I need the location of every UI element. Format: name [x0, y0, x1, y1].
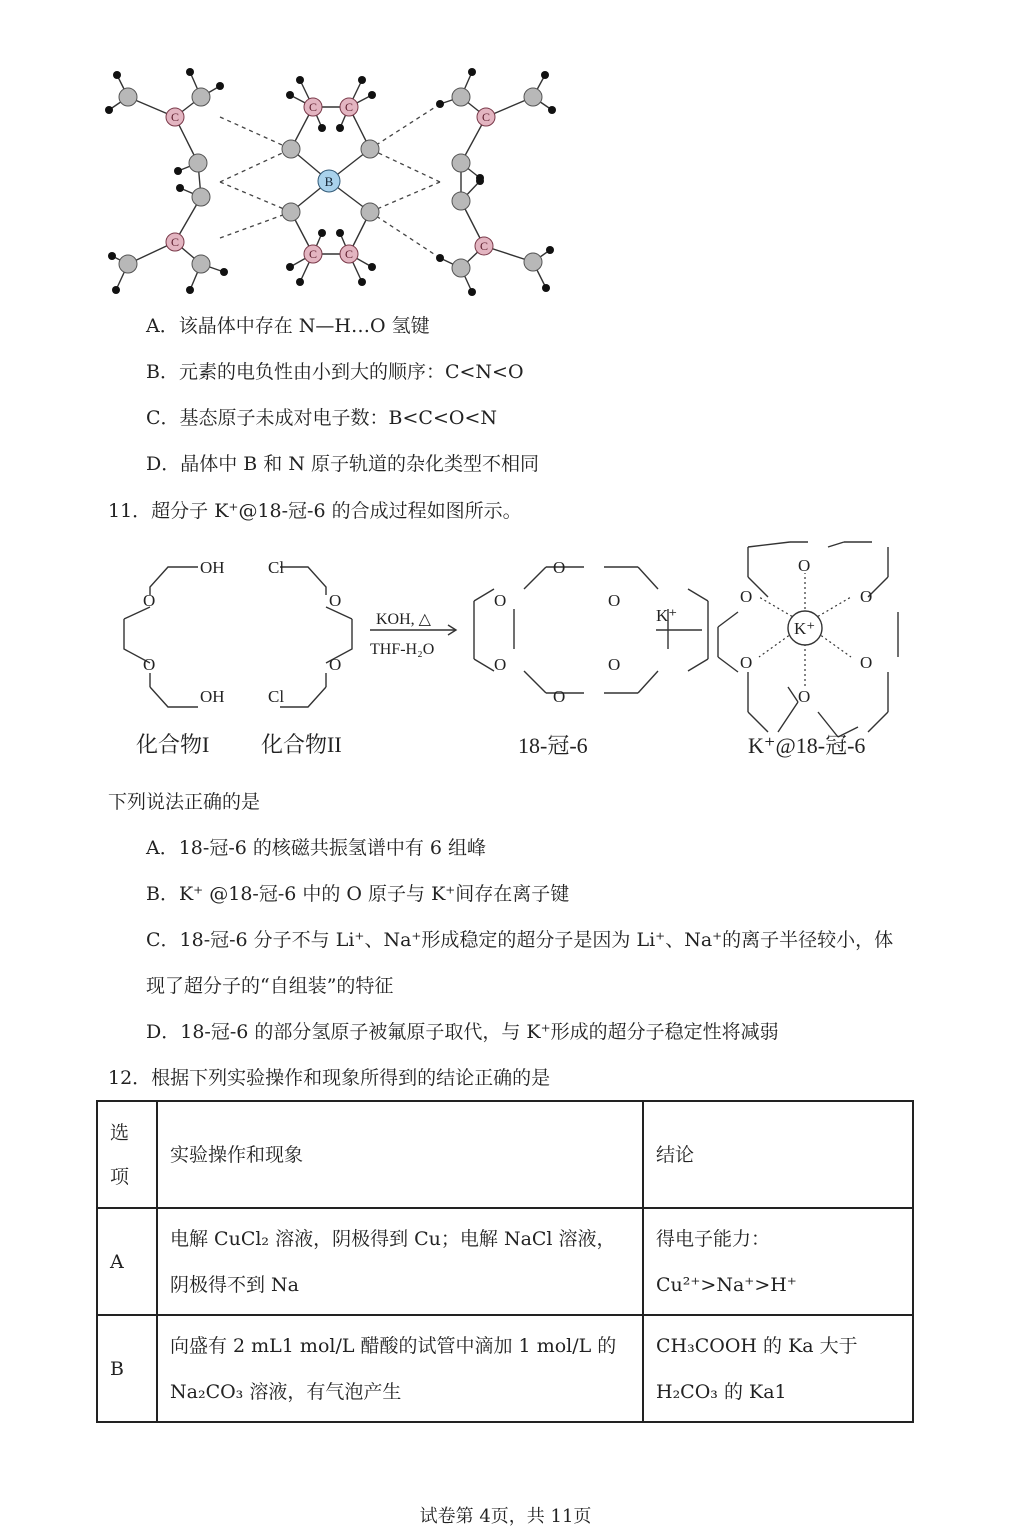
- carbon-label: C: [308, 247, 318, 261]
- reagent-bottom-label: THF-H₂O: [370, 641, 435, 658]
- carbon-label: C: [170, 235, 180, 249]
- cl-label: Cl: [268, 687, 285, 706]
- crown-o-label: O: [553, 687, 566, 706]
- table-row: [97, 1208, 913, 1315]
- carbon-label: C: [344, 100, 354, 114]
- caption-crown: 18-冠-6: [518, 733, 588, 758]
- q11-option-b: B．K⁺ @18-冠-6 中的 O 原子与 K⁺间存在离子键: [146, 883, 570, 905]
- oh-label: OH: [200, 687, 225, 706]
- row-conclusion: [643, 1315, 913, 1422]
- row-operation-line: 阴极得不到 Na: [170, 1273, 299, 1296]
- q10-option-d: D．晶体中 B 和 N 原子轨道的杂化类型不相同: [146, 453, 539, 475]
- carbon-label: C: [481, 110, 491, 124]
- q11-option-a: A．18-冠-6 的核磁共振氢谱中有 6 组峰: [146, 837, 487, 859]
- row-option: B: [97, 1315, 157, 1422]
- crown-o-label: O: [553, 558, 566, 577]
- header-option-line: 项: [110, 1165, 130, 1188]
- row-operation-line: Na₂CO₃ 溶液，有气泡产生: [170, 1380, 402, 1403]
- carbon-label: C: [170, 110, 180, 124]
- o-label: O: [143, 655, 156, 674]
- q10-option-c: C．基态原子未成对电子数：B<C<O<N: [146, 407, 497, 429]
- header-conclusion: 结论: [643, 1101, 913, 1208]
- oh-label: OH: [200, 558, 225, 577]
- crown-o-label: O: [494, 591, 507, 610]
- o-label: O: [329, 655, 342, 674]
- q11-stem: 11．超分子 K⁺@18-冠-6 的合成过程如图所示。: [108, 500, 522, 522]
- page-footer: 试卷第 4页，共 11页: [419, 1506, 592, 1527]
- crown-o-label: O: [494, 655, 507, 674]
- q10-option-b: B．元素的电负性由小到大的顺序：C<N<O: [146, 361, 524, 383]
- o-label: O: [329, 591, 342, 610]
- center-ion-label: K⁺: [794, 619, 816, 638]
- q12-stem: 12．根据下列实验操作和现象所得到的结论正确的是: [108, 1067, 551, 1089]
- reagent-top-label: KOH, △: [376, 611, 431, 628]
- carbon-label: C: [308, 100, 318, 114]
- o-label: O: [143, 591, 156, 610]
- row-operation: [157, 1208, 643, 1315]
- q12-table: [96, 1100, 914, 1423]
- complex-o-label: O: [740, 653, 753, 672]
- complex-o-label: O: [798, 556, 811, 575]
- cl-label: Cl: [268, 558, 285, 577]
- crown-o-label: O: [608, 655, 621, 674]
- carbon-label: C: [344, 247, 354, 261]
- q10-option-a: A．该晶体中存在 N—H…O 氢键: [146, 315, 430, 337]
- crown-o-label: O: [608, 591, 621, 610]
- header-operation: 实验操作和现象: [157, 1101, 643, 1208]
- row-operation-line: 电解 CuCl₂ 溶液，阴极得到 Cu；电解 NaCl 溶液，: [170, 1227, 616, 1250]
- caption-complex: K⁺@18-冠-6: [748, 733, 866, 758]
- row-conclusion-line: H₂CO₃ 的 Ka1: [656, 1380, 787, 1403]
- row-operation: [157, 1315, 643, 1422]
- caption-compound-2: 化合物II: [261, 732, 342, 757]
- row-operation-line: 向盛有 2 mL1 mol/L 醋酸的试管中滴加 1 mol/L 的: [170, 1334, 617, 1357]
- q11-option-c: C．18-冠-6 分子不与 Li⁺、Na⁺形成稳定的超分子是因为 Li⁺、Na⁺的离子半径较小，体: [146, 929, 894, 951]
- header-option: [97, 1101, 157, 1208]
- q11-option-c-cont: 现了超分子的“自组装”的特征: [146, 975, 394, 997]
- row-conclusion: [643, 1208, 913, 1315]
- table-row: [97, 1315, 913, 1422]
- header-option-line: 选: [110, 1121, 130, 1144]
- complex-o-label: O: [798, 687, 811, 706]
- arrow2-label: K⁺: [656, 606, 678, 625]
- table-header-row: [97, 1101, 913, 1208]
- row-conclusion-line: 得电子能力：Cu²⁺>Na⁺>H⁺: [656, 1227, 797, 1296]
- caption-compound-1: 化合物I: [136, 732, 210, 757]
- synthesis-scheme-figure: [108, 537, 908, 775]
- complex-o-label: O: [860, 587, 873, 606]
- complex-o-label: O: [740, 587, 753, 606]
- complex-o-label: O: [860, 653, 873, 672]
- q11-prompt: 下列说法正确的是: [108, 791, 261, 813]
- boron-label: B: [324, 174, 334, 189]
- carbon-label: C: [479, 239, 489, 253]
- crystal-structure-figure: [100, 60, 570, 300]
- q11-option-d: D．18-冠-6 的部分氢原子被氟原子取代，与 K⁺形成的超分子稳定性将减弱: [146, 1021, 779, 1043]
- row-conclusion-line: CH₃COOH 的 Ka 大于: [656, 1334, 858, 1357]
- row-option: A: [97, 1208, 157, 1315]
